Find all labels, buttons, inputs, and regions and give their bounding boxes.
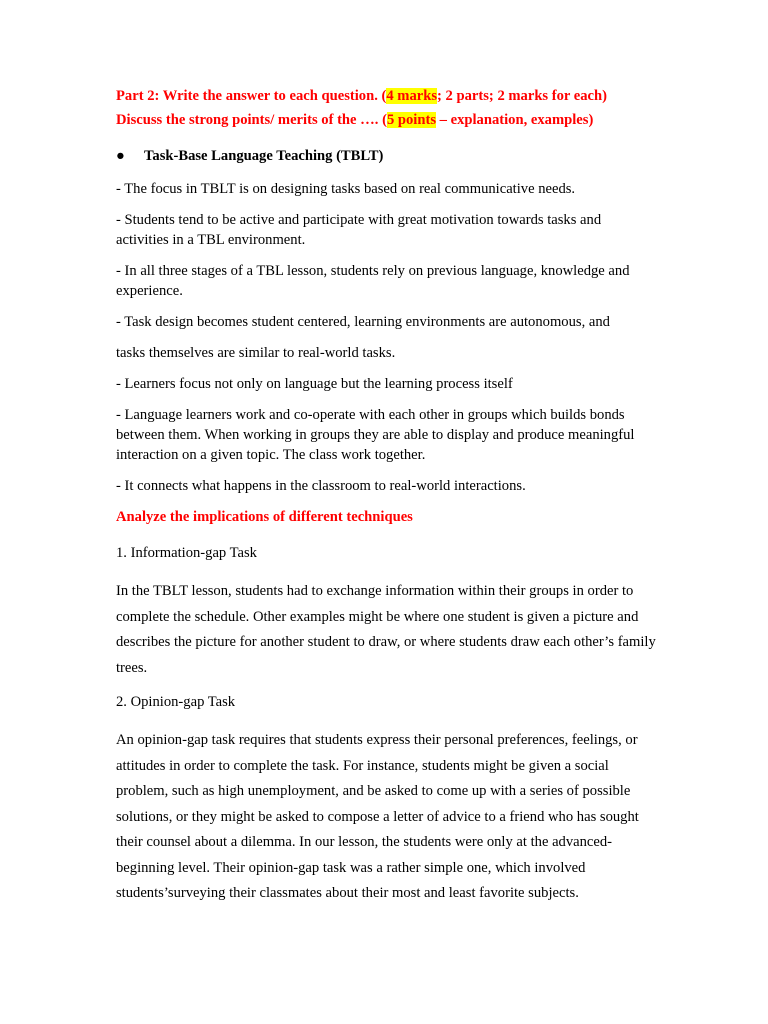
discuss-heading-suffix: – explanation, examples)	[436, 112, 594, 128]
discuss-heading	[116, 110, 656, 130]
point-connects: - It connects what happens in the classroom to real-world interactions.	[116, 478, 526, 494]
tblt-title: Task-Base Language Teaching (TBLT)	[144, 148, 384, 164]
part-heading-prefix: Part 2: Write the answer to each question. (	[116, 88, 387, 104]
point-cooperate: - Language learners work and co-operate with each other in groups which builds bonds between them. When working in groups they are able to display and produce meaningful interaction on a given topic. The class work together.	[116, 407, 635, 463]
tblt-bullet	[116, 146, 656, 166]
discuss-heading-prefix: Discuss the strong points/ merits of the …. (	[116, 112, 387, 128]
point-learners: - Learners focus not only on language but the learning process itself	[116, 376, 513, 392]
point-task-design-cont: tasks themselves are similar to real-world tasks.	[116, 345, 396, 361]
opinion-gap-title: 2. Opinion-gap Task	[116, 694, 236, 710]
part-heading-suffix: ; 2 parts; 2 marks for each)	[437, 88, 608, 104]
analyze-heading: Analyze the implications of different techniques	[116, 509, 413, 525]
point-focus: - The focus in TBLT is on designing tasks based on real communicative needs.	[116, 181, 576, 197]
point-task-design: - Task design becomes student centered, learning environments are autonomous, and	[116, 314, 610, 330]
points-highlight: 5 points	[386, 112, 437, 128]
info-gap-text: In the TBLT lesson, students had to exchange information within their groups in order to complete the schedule. Other examples might be where one student is given a picture and describes the picture for another student to draw, or where students draw each other’s family trees.	[116, 583, 656, 676]
point-active: - Students tend to be active and participate with great motivation towards tasks and activities in a TBL environment.	[116, 212, 602, 248]
part-heading	[116, 86, 656, 106]
point-stages: - In all three stages of a TBL lesson, students rely on previous language, knowledge and experience.	[116, 263, 630, 299]
document-page	[116, 86, 656, 918]
opinion-gap-text: An opinion-gap task requires that students express their personal preferences, feelings, or attitudes in order to complete the task. For instance, students might be given a social problem, such as high unemployment, and be asked to come up with a series of possible solutions, or they might be asked to compose a letter of advice to a friend who has sought their counsel about a dilemma. In our lesson, the students were only at the advanced-beginning level. Their opinion-gap task was a rather simple one, which involved students’surveying their classmates about their most and least favorite subjects.	[116, 732, 639, 901]
bullet-icon: ●	[116, 148, 125, 164]
marks-highlight: 4 marks	[386, 88, 438, 104]
info-gap-title: 1. Information-gap Task	[116, 545, 257, 561]
